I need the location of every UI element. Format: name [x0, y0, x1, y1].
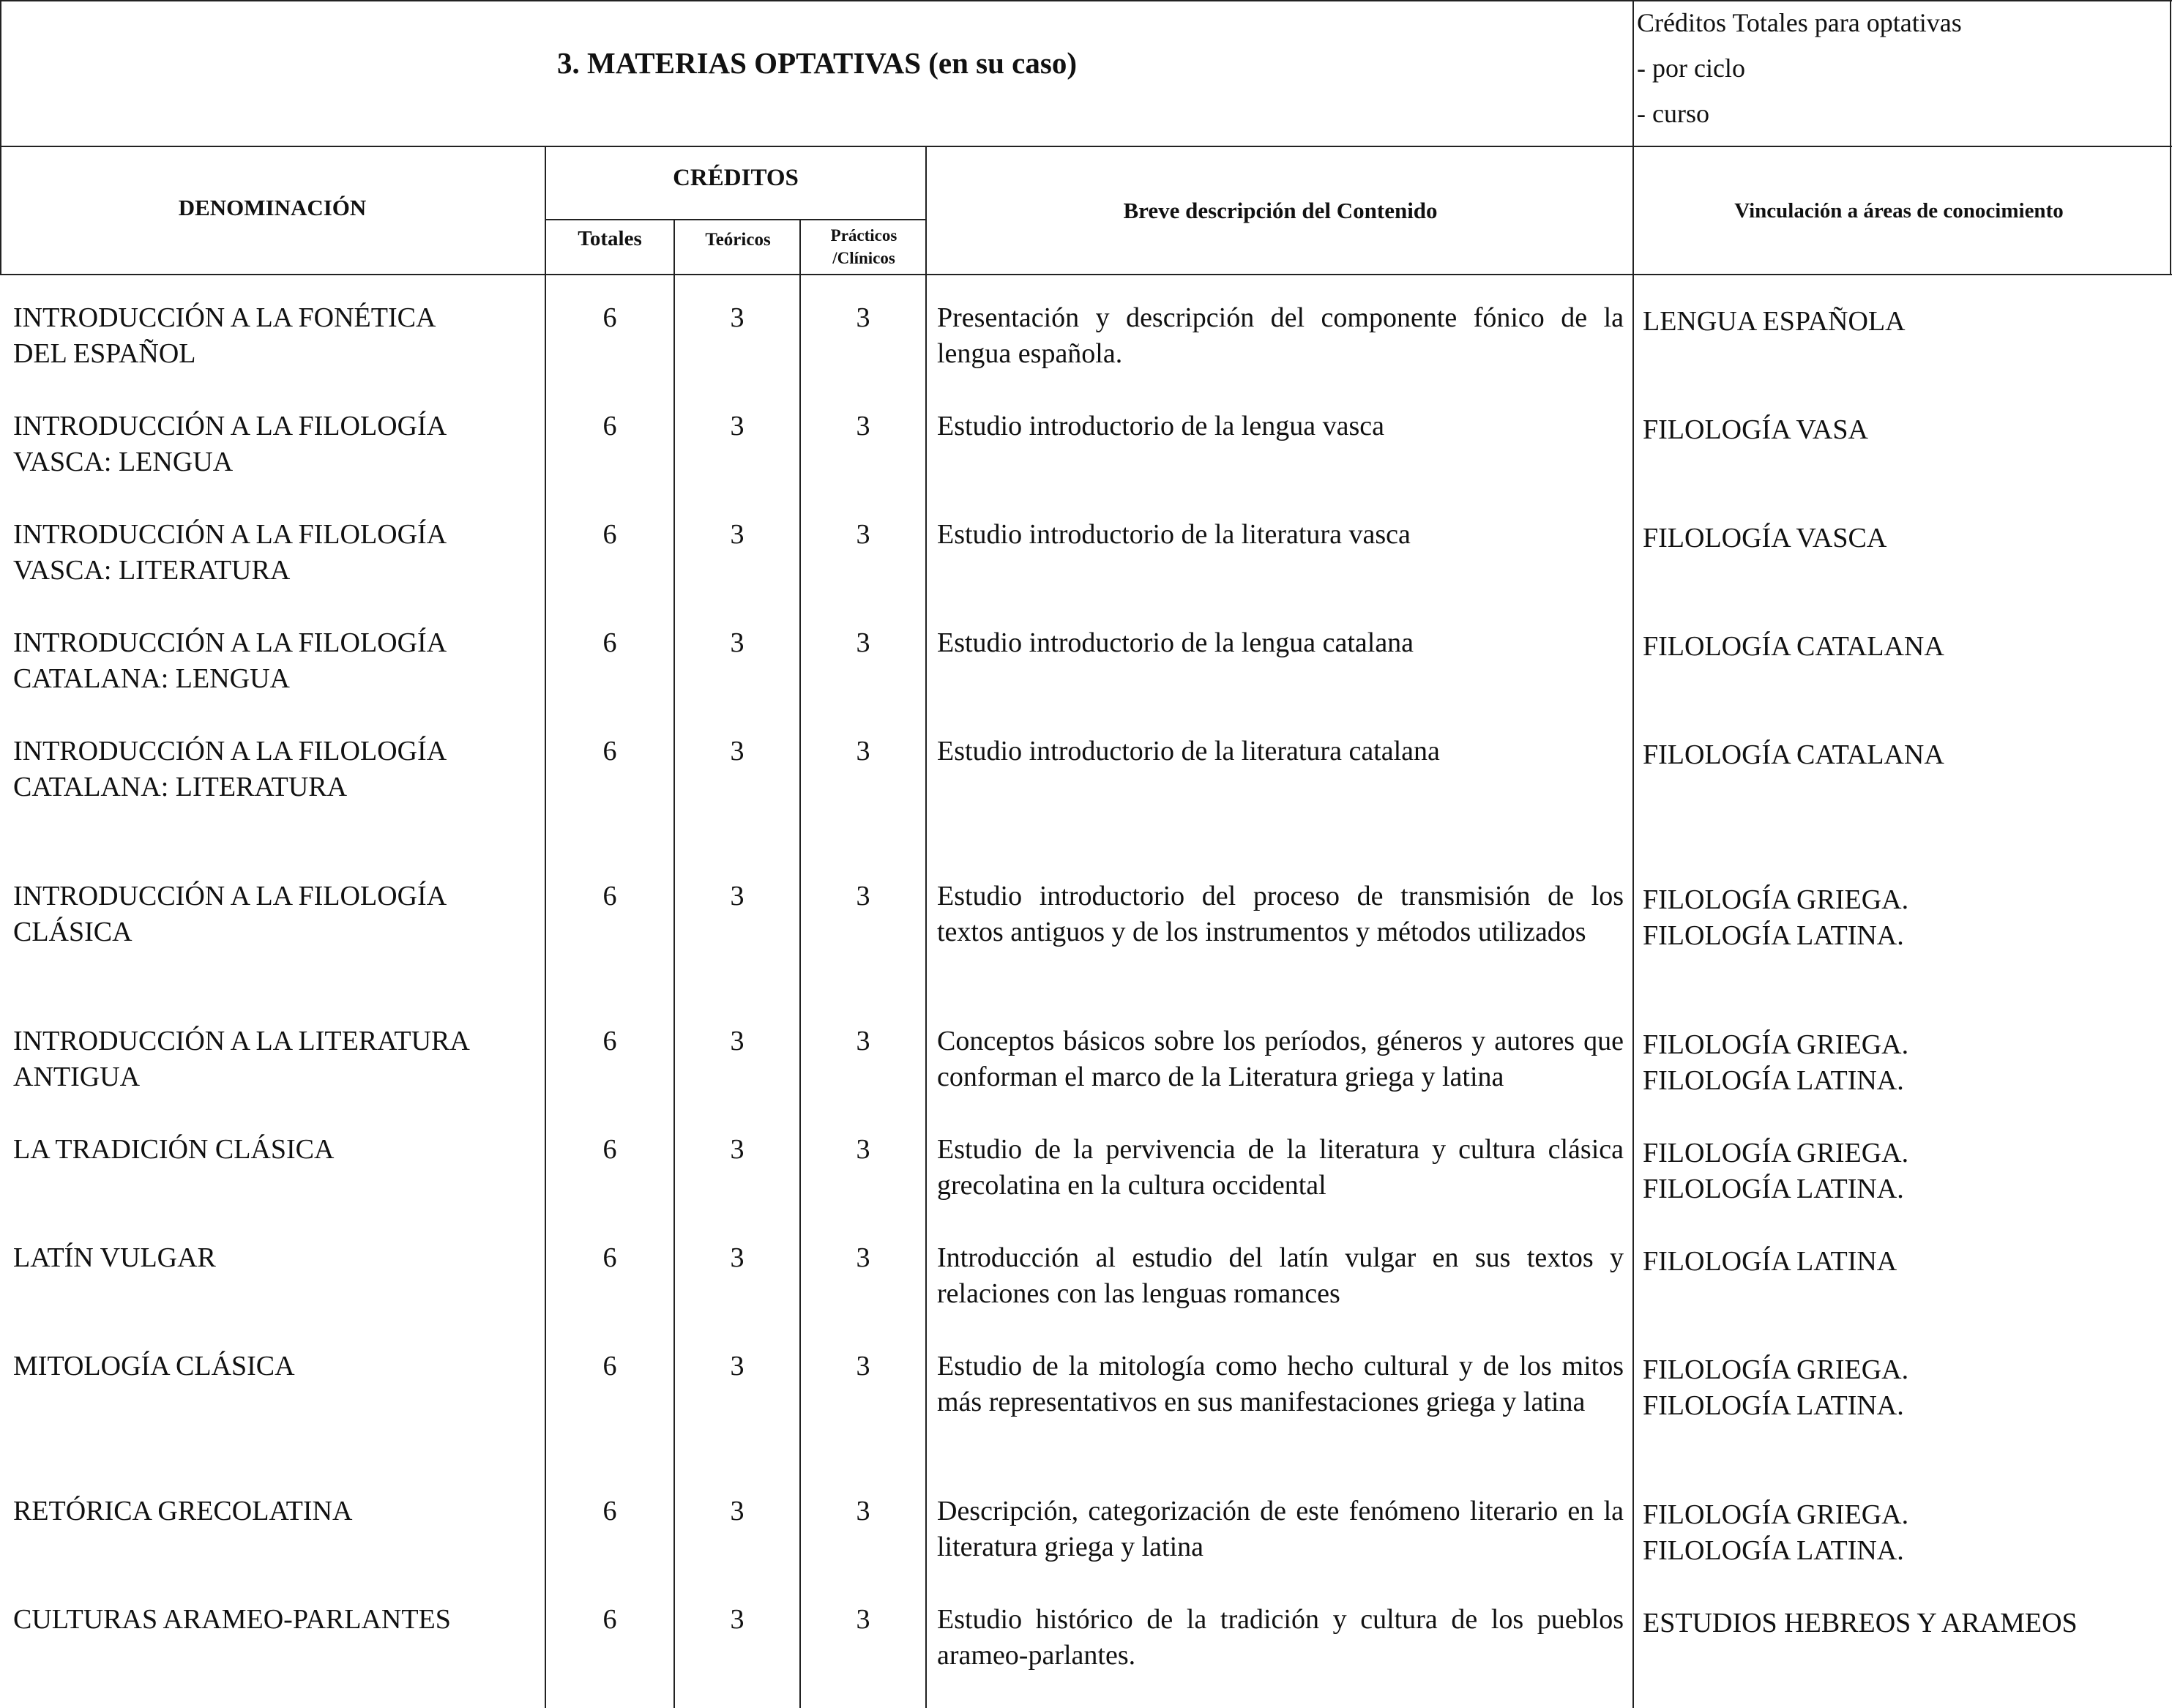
- credits-totales: 6: [602, 302, 617, 333]
- header-practicos-line2: /Clínicos: [832, 249, 895, 267]
- knowledge-areas: [1643, 629, 2170, 665]
- credits-totales: 6: [602, 519, 617, 550]
- course-name-line: CULTURAS ARAMEO-PARLANTES: [13, 1604, 451, 1635]
- credits-totales: 6: [602, 1496, 617, 1526]
- rule-right: [2170, 0, 2171, 275]
- knowledge-area: FILOLOGÍA LATINA.: [1643, 1535, 1904, 1566]
- credits-practicos: 3: [856, 1496, 870, 1526]
- course-name: [13, 409, 540, 480]
- course-name: [13, 879, 540, 950]
- course-name-line: INTRODUCCIÓN A LA FONÉTICA: [13, 302, 436, 333]
- header-vinculacion: Vinculación a áreas de conocimiento: [1734, 199, 2064, 223]
- course-description: Estudio introductorio del proceso de transmisión de los textos antiguos y de los instrumentos y métodos utilizados: [937, 881, 1624, 947]
- knowledge-areas: [1643, 1244, 2170, 1280]
- knowledge-areas: [1643, 521, 2170, 556]
- course-name-line: INTRODUCCIÓN A LA FILOLOGÍA: [13, 519, 447, 550]
- rule-col-den: [545, 146, 546, 1708]
- course-description: Estudio introductorio de la lengua catalana: [937, 627, 1414, 658]
- course-name: [13, 1023, 540, 1095]
- credits-teoricos: 3: [730, 1604, 744, 1635]
- course-name-line: CLÁSICA: [13, 917, 133, 947]
- credits-practicos: 3: [856, 1026, 870, 1056]
- credits-practicos: 3: [856, 1134, 870, 1165]
- knowledge-areas: [1643, 737, 2170, 773]
- credits-totales: 6: [602, 1351, 617, 1381]
- credits-totales: 6: [602, 411, 617, 441]
- course-name-line: INTRODUCCIÓN A LA FILOLOGÍA: [13, 627, 447, 658]
- header-teoricos: Teóricos: [705, 230, 771, 250]
- course-description: Descripción, categorización de este fenómeno literario en la literatura griega y latina: [937, 1496, 1624, 1562]
- credits-totales: 6: [602, 1026, 617, 1056]
- course-description: Estudio introductorio de la literatura vasca: [937, 519, 1411, 550]
- credits-teoricos: 3: [730, 1496, 744, 1526]
- course-description: Estudio de la mitología como hecho cultural y de los mitos más representativos en sus manifestaciones griega y latina: [937, 1351, 1624, 1417]
- course-description: Presentación y descripción del componente fónico de la lengua española.: [937, 302, 1624, 369]
- knowledge-area: FILOLOGÍA CATALANA: [1643, 631, 1944, 662]
- course-name-line: ANTIGUA: [13, 1062, 141, 1092]
- rule-col-pra: [925, 146, 927, 1708]
- credits-practicos: 3: [856, 1604, 870, 1635]
- knowledge-areas: [1643, 882, 2170, 954]
- credits-practicos: 3: [856, 627, 870, 658]
- header-descripcion: Breve descripción del Contenido: [1123, 198, 1438, 223]
- course-name: [13, 1240, 540, 1276]
- knowledge-area: FILOLOGÍA LATINA: [1643, 1246, 1897, 1277]
- credits-totales: 6: [602, 881, 617, 911]
- rule-header-bottom: [0, 274, 2172, 275]
- credits-practicos: 3: [856, 1242, 870, 1273]
- course-description: Estudio introductorio de la literatura catalana: [937, 736, 1440, 767]
- credits-teoricos: 3: [730, 519, 744, 550]
- knowledge-areas: [1643, 412, 2170, 448]
- course-name: [13, 300, 540, 372]
- knowledge-area: LENGUA ESPAÑOLA: [1643, 306, 1906, 337]
- knowledge-areas: [1643, 1352, 2170, 1424]
- rule-title-divider: [1632, 0, 1634, 1708]
- course-name: [13, 517, 540, 589]
- course-name-line: INTRODUCCIÓN A LA FILOLOGÍA: [13, 881, 447, 911]
- course-name-line: CATALANA: LITERATURA: [13, 772, 348, 802]
- course-name-line: DEL ESPAÑOL: [13, 338, 196, 369]
- header-practicos: [802, 224, 925, 269]
- credits-teoricos: 3: [730, 627, 744, 658]
- knowledge-area: FILOLOGÍA LATINA.: [1643, 920, 1904, 951]
- course-name-line: VASCA: LITERATURA: [13, 555, 291, 586]
- course-name-line: INTRODUCCIÓN A LA FILOLOGÍA: [13, 411, 447, 441]
- header-creditos: CRÉDITOS: [673, 165, 799, 191]
- credits-box: [1635, 0, 2162, 136]
- credits-teoricos: 3: [730, 1242, 744, 1273]
- knowledge-areas: [1643, 1027, 2170, 1099]
- course-name-line: RETÓRICA GRECOLATINA: [13, 1496, 353, 1526]
- course-name-line: VASCA: LENGUA: [13, 447, 234, 477]
- credits-teoricos: 3: [730, 1134, 744, 1165]
- credits-teoricos: 3: [730, 1351, 744, 1381]
- credits-teoricos: 3: [730, 411, 744, 441]
- knowledge-area: FILOLOGÍA LATINA.: [1643, 1174, 1904, 1204]
- header-totales: Totales: [578, 227, 642, 250]
- knowledge-areas: [1643, 1135, 2170, 1207]
- knowledge-area: FILOLOGÍA GRIEGA.: [1643, 1138, 1909, 1168]
- knowledge-area: FILOLOGÍA GRIEGA.: [1643, 884, 1909, 915]
- credits-heading: Créditos Totales para optativas: [1637, 8, 1962, 37]
- course-description: Conceptos básicos sobre los períodos, géneros y autores que conforman el marco de la Literatura griega y latina: [937, 1026, 1624, 1092]
- knowledge-area: FILOLOGÍA VASA: [1643, 414, 1868, 445]
- credits-teoricos: 3: [730, 881, 744, 911]
- rule-creditos-sub: [546, 219, 925, 220]
- credits-totales: 6: [602, 1604, 617, 1635]
- credits-practicos: 3: [856, 881, 870, 911]
- credits-per-cycle: - por ciclo: [1637, 53, 1745, 83]
- knowledge-area: FILOLOGÍA GRIEGA.: [1643, 1499, 1909, 1530]
- course-name-line: MITOLOGÍA CLÁSICA: [13, 1351, 295, 1381]
- course-name: [13, 1132, 540, 1168]
- credits-teoricos: 3: [730, 302, 744, 333]
- course-name-line: CATALANA: LENGUA: [13, 663, 290, 694]
- credits-totales: 6: [602, 627, 617, 658]
- course-name-line: INTRODUCCIÓN A LA LITERATURA: [13, 1026, 470, 1056]
- knowledge-area: FILOLOGÍA LATINA.: [1643, 1065, 1904, 1096]
- rule-left: [0, 0, 1, 275]
- knowledge-area: FILOLOGÍA CATALANA: [1643, 739, 1944, 770]
- credits-teoricos: 3: [730, 736, 744, 767]
- course-name: [13, 734, 540, 805]
- course-description: Estudio histórico de la tradición y cultura de los pueblos arameo-parlantes.: [937, 1604, 1624, 1671]
- course-description: Estudio de la pervivencia de la literatura y cultura clásica grecolatina en la cultura occidental: [937, 1134, 1624, 1201]
- credits-teoricos: 3: [730, 1026, 744, 1056]
- credits-per-course: - curso: [1637, 99, 1709, 128]
- course-name-line: LATÍN VULGAR: [13, 1242, 216, 1273]
- knowledge-area: ESTUDIOS HEBREOS Y ARAMEOS: [1643, 1608, 2078, 1638]
- rule-header-top: [0, 146, 2172, 147]
- knowledge-area: FILOLOGÍA VASCA: [1643, 523, 1887, 553]
- credits-practicos: 3: [856, 1351, 870, 1381]
- page-title: 3. MATERIAS OPTATIVAS (en su caso): [557, 46, 1077, 80]
- credits-totales: 6: [602, 736, 617, 767]
- credits-practicos: 3: [856, 302, 870, 333]
- course-name: [13, 625, 540, 697]
- credits-practicos: 3: [856, 519, 870, 550]
- header-denominacion: DENOMINACIÓN: [178, 195, 367, 220]
- knowledge-area: FILOLOGÍA GRIEGA.: [1643, 1354, 1909, 1385]
- course-name-line: INTRODUCCIÓN A LA FILOLOGÍA: [13, 736, 447, 767]
- knowledge-areas: [1643, 304, 2170, 340]
- knowledge-area: FILOLOGÍA LATINA.: [1643, 1390, 1904, 1421]
- course-description: Introducción al estudio del latín vulgar en sus textos y relaciones con las lenguas romances: [937, 1242, 1624, 1309]
- credits-totales: 6: [602, 1134, 617, 1165]
- credits-totales: 6: [602, 1242, 617, 1273]
- knowledge-area: FILOLOGÍA GRIEGA.: [1643, 1029, 1909, 1060]
- knowledge-areas: [1643, 1497, 2170, 1569]
- course-name: [13, 1602, 540, 1638]
- course-description: Estudio introductorio de la lengua vasca: [937, 411, 1384, 441]
- knowledge-areas: [1643, 1606, 2170, 1641]
- header-practicos-line1: Prácticos: [830, 226, 897, 245]
- credits-practicos: 3: [856, 411, 870, 441]
- credits-practicos: 3: [856, 736, 870, 767]
- course-name: [13, 1493, 540, 1529]
- course-name-line: LA TRADICIÓN CLÁSICA: [13, 1134, 335, 1165]
- course-name: [13, 1349, 540, 1384]
